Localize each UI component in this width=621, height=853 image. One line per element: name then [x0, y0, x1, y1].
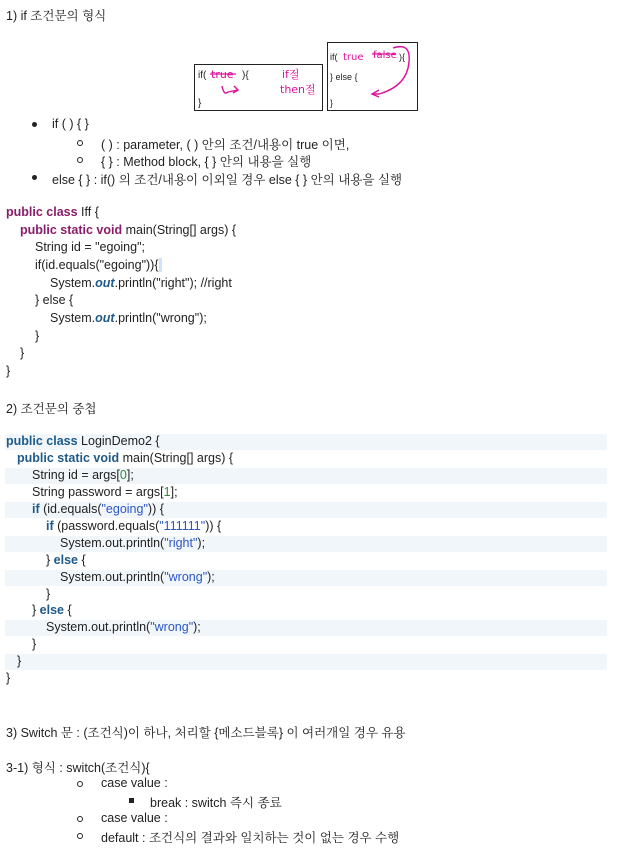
diagram-right-true: true — [343, 52, 364, 63]
switch-case-2: case value : — [101, 811, 168, 825]
diagram-right-code-b: ){ — [399, 52, 406, 62]
diagram-left-code-b: ){ — [242, 70, 249, 81]
bullet-circle — [77, 816, 83, 822]
diagram-right-false: false — [373, 50, 397, 61]
section3-heading: 3) Switch 문 : (조건식)이 하나, 처리할 {메소드블록} 이 여러개일 경우 유용 — [6, 726, 406, 740]
diagram-left-true: true — [211, 68, 234, 81]
bullet-else: else { } : if() 의 조건/내용이 이외일 경우 else { } 안의 내용을 실행 — [52, 173, 403, 187]
diagram-note-then: then절 — [280, 83, 316, 96]
bullet-circle — [77, 781, 83, 787]
section1-heading: 1) if 조건문의 형식 — [6, 9, 107, 23]
bullet-parameter: ( ) : parameter, ( ) 안의 조건/내용이 true 이면, — [101, 138, 350, 152]
section3-sub-heading: 3-1) 형식 : switch(조건식){ — [6, 761, 150, 775]
diagram-right-else: } else { — [330, 72, 358, 82]
switch-case-1: case value : — [101, 776, 168, 790]
if-else-diagram — [327, 42, 419, 112]
switch-default: default : 조건식의 결과와 일치하는 것이 없는 경우 수행 — [101, 831, 400, 845]
bullet-circle — [77, 833, 83, 839]
bullet-circle — [77, 157, 83, 163]
diagram-left-code-a: if( — [198, 70, 207, 81]
bullet-disc — [32, 122, 37, 127]
bullet-square — [129, 798, 134, 803]
bullet-if-block: if ( ) { } — [52, 117, 89, 131]
section2-heading: 2) 조건문의 중첩 — [6, 402, 97, 416]
diagram-left-close: } — [198, 98, 202, 109]
bullet-circle — [77, 140, 83, 146]
diagram-right-code-a: if( — [330, 52, 338, 62]
if-then-diagram — [194, 64, 324, 112]
switch-break: break : switch 즉시 종료 — [150, 796, 282, 810]
diagram-right-close: } — [330, 98, 334, 108]
diagram-note-if: if절 — [282, 68, 300, 81]
bullet-method-block: { } : Method block, { } 안의 내용을 실행 — [101, 155, 312, 169]
bullet-disc — [32, 175, 37, 180]
